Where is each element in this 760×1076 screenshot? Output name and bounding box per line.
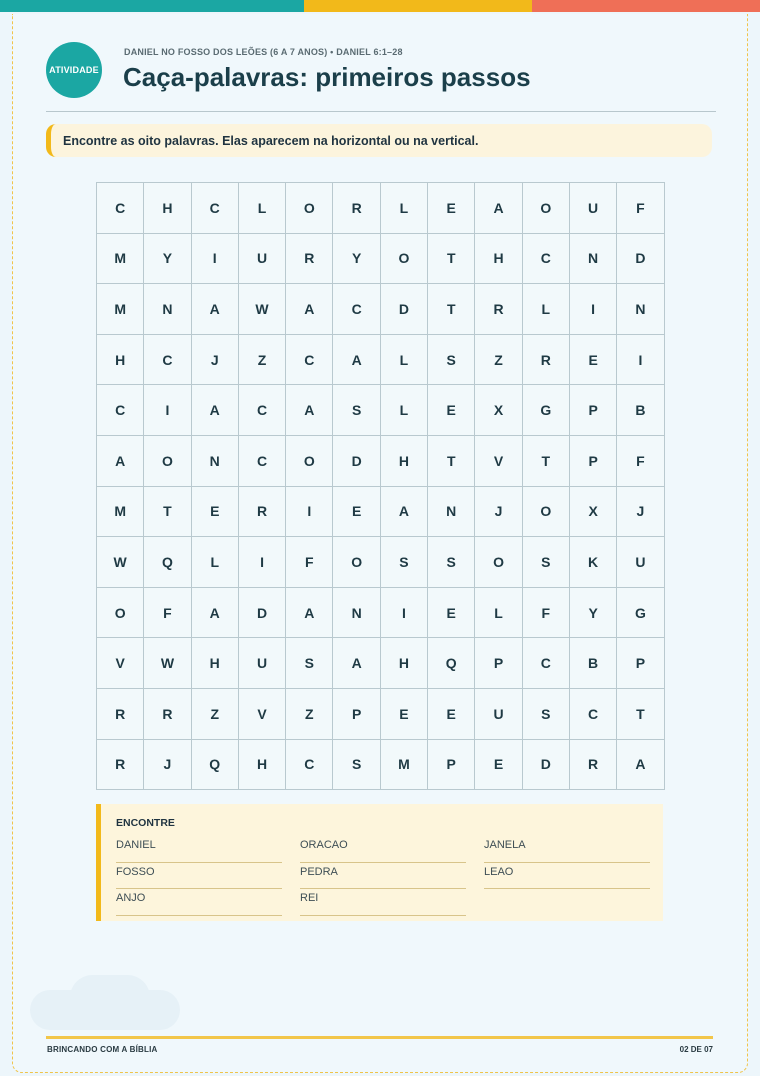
- grid-cell[interactable]: E: [428, 689, 475, 740]
- grid-cell[interactable]: A: [333, 638, 380, 689]
- grid-cell[interactable]: W: [97, 537, 144, 588]
- grid-cell[interactable]: Z: [192, 689, 239, 740]
- grid-cell[interactable]: G: [523, 385, 570, 436]
- grid-cell[interactable]: L: [381, 183, 428, 234]
- grid-cell[interactable]: H: [381, 436, 428, 487]
- grid-cell[interactable]: Z: [286, 689, 333, 740]
- grid-cell[interactable]: O: [523, 487, 570, 538]
- word-item: LEAO: [484, 863, 650, 890]
- grid-cell[interactable]: M: [97, 284, 144, 335]
- grid-cell[interactable]: B: [617, 385, 664, 436]
- grid-cell[interactable]: I: [617, 335, 664, 386]
- grid-cell[interactable]: T: [428, 284, 475, 335]
- grid-cell[interactable]: O: [286, 436, 333, 487]
- grid-cell[interactable]: H: [475, 234, 522, 285]
- grid-cell[interactable]: I: [381, 588, 428, 639]
- grid-cell[interactable]: C: [239, 436, 286, 487]
- grid-cell[interactable]: I: [286, 487, 333, 538]
- grid-cell[interactable]: R: [97, 740, 144, 791]
- top-bar-teal: [0, 0, 304, 12]
- grid-cell[interactable]: S: [333, 740, 380, 791]
- word-list: [116, 836, 650, 916]
- grid-cell[interactable]: R: [475, 284, 522, 335]
- grid-cell[interactable]: F: [617, 183, 664, 234]
- grid-cell[interactable]: D: [333, 436, 380, 487]
- grid-cell[interactable]: Y: [570, 588, 617, 639]
- grid-cell[interactable]: S: [428, 335, 475, 386]
- grid-cell[interactable]: R: [286, 234, 333, 285]
- word-search-grid: [96, 182, 665, 790]
- grid-cell[interactable]: A: [286, 588, 333, 639]
- grid-cell[interactable]: A: [192, 385, 239, 436]
- grid-cell[interactable]: E: [570, 335, 617, 386]
- grid-cell[interactable]: G: [617, 588, 664, 639]
- activity-badge: ATIVIDADE: [46, 42, 102, 98]
- grid-cell[interactable]: E: [192, 487, 239, 538]
- word-item: REI: [300, 889, 466, 916]
- grid-cell[interactable]: Z: [239, 335, 286, 386]
- grid-cell[interactable]: R: [144, 689, 191, 740]
- grid-cell[interactable]: C: [97, 385, 144, 436]
- grid-cell[interactable]: C: [239, 385, 286, 436]
- grid-cell[interactable]: Q: [144, 537, 191, 588]
- grid-cell[interactable]: O: [523, 183, 570, 234]
- grid-cell[interactable]: C: [333, 284, 380, 335]
- top-bar-coral: [532, 0, 760, 12]
- grid-cell[interactable]: R: [97, 689, 144, 740]
- grid-cell[interactable]: R: [570, 740, 617, 791]
- word-item: ORACAO: [300, 836, 466, 863]
- grid-cell[interactable]: J: [192, 335, 239, 386]
- grid-cell[interactable]: C: [570, 689, 617, 740]
- grid-cell[interactable]: M: [97, 234, 144, 285]
- grid-cell[interactable]: A: [97, 436, 144, 487]
- grid-cell[interactable]: E: [475, 740, 522, 791]
- grid-cell[interactable]: L: [381, 335, 428, 386]
- grid-cell[interactable]: F: [523, 588, 570, 639]
- cloud-decoration: [70, 975, 150, 1020]
- grid-cell[interactable]: L: [475, 588, 522, 639]
- grid-cell[interactable]: S: [333, 385, 380, 436]
- grid-cell[interactable]: O: [381, 234, 428, 285]
- grid-cell[interactable]: D: [523, 740, 570, 791]
- grid-cell[interactable]: C: [192, 183, 239, 234]
- page-number: 02 DE 07: [679, 1045, 713, 1054]
- grid-cell[interactable]: T: [428, 436, 475, 487]
- word-item: JANELA: [484, 836, 650, 863]
- grid-cell[interactable]: N: [333, 588, 380, 639]
- grid-cell[interactable]: H: [381, 638, 428, 689]
- grid-cell[interactable]: E: [428, 588, 475, 639]
- grid-cell[interactable]: P: [617, 638, 664, 689]
- grid-cell[interactable]: C: [97, 183, 144, 234]
- page-kicker: DANIEL NO FOSSO DOS LEÕES (6 A 7 ANOS) • DANIEL 6:1–28: [124, 47, 403, 57]
- grid-cell[interactable]: Y: [144, 234, 191, 285]
- grid-cell[interactable]: T: [144, 487, 191, 538]
- grid-cell[interactable]: D: [381, 284, 428, 335]
- page-title: Caça-palavras: primeiros passos: [123, 62, 531, 92]
- grid-cell[interactable]: T: [428, 234, 475, 285]
- grid-cell[interactable]: J: [144, 740, 191, 791]
- grid-cell[interactable]: A: [617, 740, 664, 791]
- grid-cell[interactable]: C: [523, 638, 570, 689]
- grid-cell[interactable]: A: [286, 385, 333, 436]
- grid-cell[interactable]: K: [570, 537, 617, 588]
- grid-cell[interactable]: E: [333, 487, 380, 538]
- word-item: FOSSO: [116, 863, 282, 890]
- grid-cell[interactable]: V: [239, 689, 286, 740]
- grid-cell[interactable]: S: [523, 689, 570, 740]
- grid-cell[interactable]: T: [523, 436, 570, 487]
- grid-cell[interactable]: O: [144, 436, 191, 487]
- grid-cell[interactable]: N: [192, 436, 239, 487]
- grid-cell[interactable]: N: [428, 487, 475, 538]
- grid-cell[interactable]: L: [523, 284, 570, 335]
- word-list-title: ENCONTRE: [116, 817, 175, 829]
- grid-cell[interactable]: O: [97, 588, 144, 639]
- grid-cell[interactable]: J: [475, 487, 522, 538]
- footer-title: BRINCANDO COM A BÍBLIA: [47, 1045, 158, 1054]
- grid-cell[interactable]: U: [239, 638, 286, 689]
- grid-cell[interactable]: E: [381, 689, 428, 740]
- grid-cell[interactable]: B: [570, 638, 617, 689]
- grid-cell[interactable]: O: [286, 183, 333, 234]
- instruction-banner: [46, 124, 712, 157]
- grid-cell[interactable]: T: [617, 689, 664, 740]
- grid-cell[interactable]: P: [428, 740, 475, 791]
- grid-cell[interactable]: S: [428, 537, 475, 588]
- grid-cell[interactable]: V: [475, 436, 522, 487]
- grid-cell[interactable]: F: [144, 588, 191, 639]
- grid-cell[interactable]: S: [286, 638, 333, 689]
- grid-cell[interactable]: U: [475, 689, 522, 740]
- grid-cell[interactable]: H: [97, 335, 144, 386]
- grid-cell[interactable]: Q: [192, 740, 239, 791]
- word-item: DANIEL: [116, 836, 282, 863]
- grid-cell[interactable]: U: [239, 234, 286, 285]
- grid-cell[interactable]: A: [192, 588, 239, 639]
- grid-cell[interactable]: H: [239, 740, 286, 791]
- word-list-box: [96, 804, 663, 921]
- grid-cell[interactable]: C: [144, 335, 191, 386]
- word-item: ANJO: [116, 889, 282, 916]
- grid-cell[interactable]: L: [381, 385, 428, 436]
- grid-cell[interactable]: U: [617, 537, 664, 588]
- grid-cell[interactable]: D: [617, 234, 664, 285]
- grid-cell[interactable]: L: [239, 183, 286, 234]
- grid-cell[interactable]: C: [286, 740, 333, 791]
- grid-cell[interactable]: V: [97, 638, 144, 689]
- grid-cell[interactable]: P: [333, 689, 380, 740]
- grid-cell[interactable]: A: [333, 335, 380, 386]
- grid-cell[interactable]: Q: [428, 638, 475, 689]
- grid-cell[interactable]: I: [239, 537, 286, 588]
- grid-cell[interactable]: F: [286, 537, 333, 588]
- grid-cell[interactable]: X: [570, 487, 617, 538]
- word-item: PEDRA: [300, 863, 466, 890]
- grid-cell[interactable]: H: [144, 183, 191, 234]
- grid-cell[interactable]: I: [192, 234, 239, 285]
- grid-cell[interactable]: P: [570, 385, 617, 436]
- grid-cell[interactable]: A: [286, 284, 333, 335]
- grid-cell[interactable]: R: [523, 335, 570, 386]
- grid-cell[interactable]: J: [617, 487, 664, 538]
- grid-cell[interactable]: I: [570, 284, 617, 335]
- grid-cell[interactable]: C: [523, 234, 570, 285]
- grid-cell[interactable]: N: [144, 284, 191, 335]
- top-bar-yellow: [304, 0, 532, 12]
- footer-divider: [46, 1036, 713, 1039]
- grid-cell[interactable]: S: [523, 537, 570, 588]
- grid-cell[interactable]: P: [475, 638, 522, 689]
- grid-cell[interactable]: R: [333, 183, 380, 234]
- grid-cell[interactable]: I: [144, 385, 191, 436]
- grid-cell[interactable]: D: [239, 588, 286, 639]
- grid-cell[interactable]: H: [192, 638, 239, 689]
- grid-cell[interactable]: P: [570, 436, 617, 487]
- grid-cell[interactable]: N: [570, 234, 617, 285]
- grid-cell[interactable]: O: [333, 537, 380, 588]
- grid-cell[interactable]: W: [144, 638, 191, 689]
- grid-cell[interactable]: E: [428, 385, 475, 436]
- grid-cell[interactable]: Z: [475, 335, 522, 386]
- grid-cell[interactable]: A: [475, 183, 522, 234]
- grid-cell[interactable]: M: [381, 740, 428, 791]
- grid-cell[interactable]: M: [97, 487, 144, 538]
- grid-cell[interactable]: N: [617, 284, 664, 335]
- grid-cell[interactable]: Y: [333, 234, 380, 285]
- grid-cell[interactable]: X: [475, 385, 522, 436]
- header-divider: [46, 111, 716, 112]
- grid-cell[interactable]: R: [239, 487, 286, 538]
- grid-cell[interactable]: L: [192, 537, 239, 588]
- grid-cell[interactable]: A: [381, 487, 428, 538]
- grid-cell[interactable]: A: [192, 284, 239, 335]
- top-color-bar: [0, 0, 760, 12]
- instruction-text: Encontre as oito palavras. Elas aparecem na horizontal ou na vertical.: [63, 133, 479, 148]
- grid-cell[interactable]: F: [617, 436, 664, 487]
- grid-cell[interactable]: W: [239, 284, 286, 335]
- grid-cell[interactable]: U: [570, 183, 617, 234]
- grid-cell[interactable]: O: [475, 537, 522, 588]
- grid-cell[interactable]: E: [428, 183, 475, 234]
- grid-cell[interactable]: C: [286, 335, 333, 386]
- grid-cell[interactable]: S: [381, 537, 428, 588]
